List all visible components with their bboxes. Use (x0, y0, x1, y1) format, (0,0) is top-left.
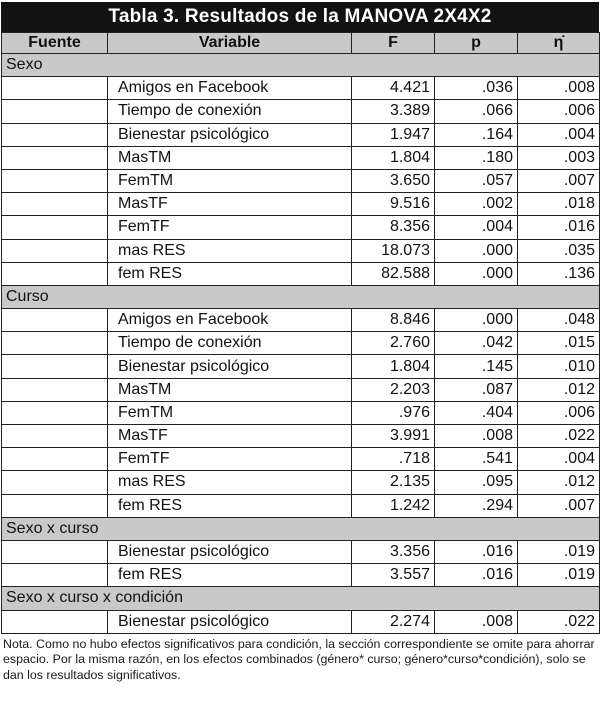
eta-value-cell: .018 (518, 193, 600, 216)
source-cell (2, 540, 108, 563)
table-title: Tabla 3. Resultados de la MANOVA 2X4X2 (1, 2, 599, 32)
variable-cell: Bienestar psicológico (108, 610, 352, 633)
header-row (2, 33, 600, 54)
p-value-cell: .066 (435, 100, 518, 123)
header-eta: η̇ (518, 33, 600, 54)
table-row (2, 216, 600, 239)
source-cell (2, 193, 108, 216)
p-value-cell: .057 (435, 169, 518, 192)
section-header-row (2, 517, 600, 540)
source-cell (2, 378, 108, 401)
p-value-cell: .016 (435, 564, 518, 587)
section-label: Sexo (2, 54, 600, 77)
source-cell (2, 564, 108, 587)
variable-cell: MasTF (108, 193, 352, 216)
variable-cell: MasTM (108, 378, 352, 401)
p-value-cell: .294 (435, 494, 518, 517)
f-value-cell: 1.804 (352, 355, 435, 378)
source-cell (2, 262, 108, 285)
section-header-row (2, 285, 600, 308)
variable-cell: MasTF (108, 425, 352, 448)
source-cell (2, 77, 108, 100)
source-cell (2, 216, 108, 239)
variable-cell: fem RES (108, 494, 352, 517)
header-fuente: Fuente (2, 33, 108, 54)
f-value-cell: 8.846 (352, 309, 435, 332)
p-value-cell: .008 (435, 425, 518, 448)
p-value-cell: .008 (435, 610, 518, 633)
f-value-cell: 82.588 (352, 262, 435, 285)
variable-cell: Tiempo de conexión (108, 100, 352, 123)
eta-value-cell: .004 (518, 123, 600, 146)
table-row (2, 77, 600, 100)
variable-cell: FemTF (108, 216, 352, 239)
eta-value-cell: .007 (518, 494, 600, 517)
section-header-row (2, 54, 600, 77)
f-value-cell: 2.760 (352, 332, 435, 355)
header-p: p (435, 33, 518, 54)
p-value-cell: .145 (435, 355, 518, 378)
table-row (2, 540, 600, 563)
eta-value-cell: .019 (518, 564, 600, 587)
f-value-cell: 1.804 (352, 146, 435, 169)
f-value-cell: 9.516 (352, 193, 435, 216)
variable-cell: fem RES (108, 564, 352, 587)
variable-cell: fem RES (108, 262, 352, 285)
f-value-cell: .718 (352, 448, 435, 471)
source-cell (2, 100, 108, 123)
f-value-cell: 3.650 (352, 169, 435, 192)
f-value-cell: 1.947 (352, 123, 435, 146)
table-row (2, 169, 600, 192)
table-row (2, 564, 600, 587)
table-row (2, 448, 600, 471)
variable-cell: Bienestar psicológico (108, 540, 352, 563)
p-value-cell: .000 (435, 239, 518, 262)
f-value-cell: 3.557 (352, 564, 435, 587)
eta-value-cell: .016 (518, 216, 600, 239)
f-value-cell: 1.242 (352, 494, 435, 517)
variable-cell: FemTF (108, 448, 352, 471)
source-cell (2, 471, 108, 494)
eta-value-cell: .022 (518, 425, 600, 448)
table-body (2, 54, 600, 634)
f-value-cell: 2.203 (352, 378, 435, 401)
eta-value-cell: .136 (518, 262, 600, 285)
table-row (2, 378, 600, 401)
variable-cell: mas RES (108, 471, 352, 494)
eta-value-cell: .003 (518, 146, 600, 169)
f-value-cell: 4.421 (352, 77, 435, 100)
source-cell (2, 123, 108, 146)
section-label: Curso (2, 285, 600, 308)
header-f: F (352, 33, 435, 54)
p-value-cell: .541 (435, 448, 518, 471)
table-row (2, 146, 600, 169)
eta-value-cell: .008 (518, 77, 600, 100)
section-label: Sexo x curso x condición (2, 587, 600, 610)
p-value-cell: .036 (435, 77, 518, 100)
f-value-cell: .976 (352, 401, 435, 424)
section-label: Sexo x curso (2, 517, 600, 540)
p-value-cell: .042 (435, 332, 518, 355)
source-cell (2, 425, 108, 448)
table-row (2, 332, 600, 355)
variable-cell: Amigos en Facebook (108, 309, 352, 332)
table-row (2, 262, 600, 285)
f-value-cell: 2.274 (352, 610, 435, 633)
p-value-cell: .087 (435, 378, 518, 401)
results-table-figure (1, 2, 599, 683)
p-value-cell: .180 (435, 146, 518, 169)
variable-cell: MasTM (108, 146, 352, 169)
f-value-cell: 18.073 (352, 239, 435, 262)
eta-value-cell: .015 (518, 332, 600, 355)
variable-cell: FemTM (108, 169, 352, 192)
eta-value-cell: .035 (518, 239, 600, 262)
variable-cell: Tiempo de conexión (108, 332, 352, 355)
p-value-cell: .016 (435, 540, 518, 563)
p-value-cell: .002 (435, 193, 518, 216)
table-row (2, 123, 600, 146)
table-row (2, 355, 600, 378)
eta-value-cell: .048 (518, 309, 600, 332)
source-cell (2, 146, 108, 169)
eta-value-cell: .022 (518, 610, 600, 633)
p-value-cell: .095 (435, 471, 518, 494)
section-header-row (2, 587, 600, 610)
source-cell (2, 169, 108, 192)
table-row (2, 193, 600, 216)
table-row (2, 309, 600, 332)
table-row (2, 610, 600, 633)
eta-value-cell: .004 (518, 448, 600, 471)
p-value-cell: .004 (435, 216, 518, 239)
header-variable: Variable (108, 33, 352, 54)
p-value-cell: .000 (435, 262, 518, 285)
source-cell (2, 355, 108, 378)
manova-table (1, 32, 600, 634)
f-value-cell: 3.356 (352, 540, 435, 563)
source-cell (2, 494, 108, 517)
eta-value-cell: .006 (518, 401, 600, 424)
table-row (2, 494, 600, 517)
table-row (2, 401, 600, 424)
p-value-cell: .164 (435, 123, 518, 146)
variable-cell: Bienestar psicológico (108, 123, 352, 146)
variable-cell: FemTM (108, 401, 352, 424)
table-row (2, 100, 600, 123)
eta-value-cell: .006 (518, 100, 600, 123)
table-row (2, 239, 600, 262)
eta-value-cell: .010 (518, 355, 600, 378)
eta-value-cell: .007 (518, 169, 600, 192)
f-value-cell: 3.389 (352, 100, 435, 123)
p-value-cell: .404 (435, 401, 518, 424)
table-row (2, 471, 600, 494)
source-cell (2, 448, 108, 471)
variable-cell: Amigos en Facebook (108, 77, 352, 100)
variable-cell: mas RES (108, 239, 352, 262)
f-value-cell: 8.356 (352, 216, 435, 239)
eta-value-cell: .012 (518, 471, 600, 494)
f-value-cell: 2.135 (352, 471, 435, 494)
table-note: Nota. Como no hubo efectos significativos para condición, la sección correspondiente se omite para ahorrar espacio. Por la misma razón, en los efectos combinados (género* curso; género*curso*condición), solo se dan los resultados significativos. (3, 636, 595, 682)
source-cell (2, 610, 108, 633)
eta-value-cell: .012 (518, 378, 600, 401)
table-row (2, 425, 600, 448)
source-cell (2, 309, 108, 332)
eta-value-cell: .019 (518, 540, 600, 563)
source-cell (2, 239, 108, 262)
source-cell (2, 401, 108, 424)
f-value-cell: 3.991 (352, 425, 435, 448)
p-value-cell: .000 (435, 309, 518, 332)
source-cell (2, 332, 108, 355)
variable-cell: Bienestar psicológico (108, 355, 352, 378)
